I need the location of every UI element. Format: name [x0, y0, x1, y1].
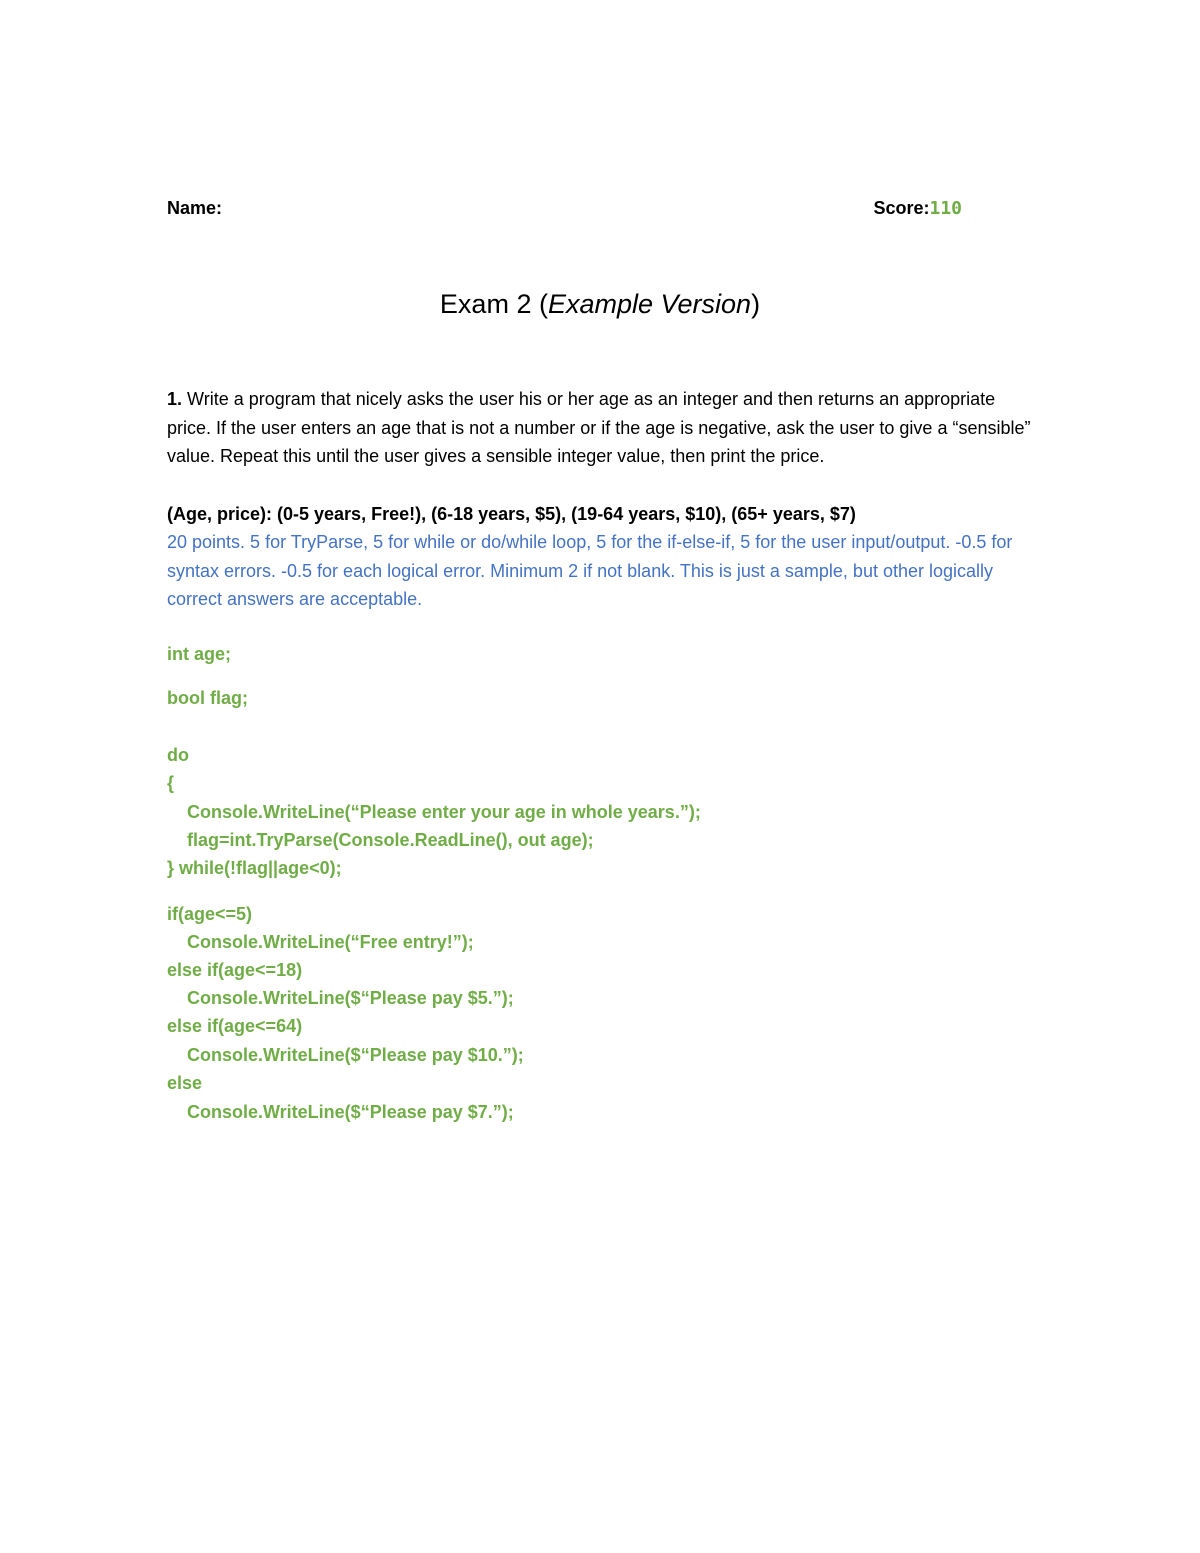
code-line: if(age<=5) — [167, 904, 253, 924]
code-line: else if(age<=64) — [167, 1016, 303, 1036]
header-row — [167, 198, 962, 224]
code-line: do — [167, 745, 189, 765]
score-value: 110 — [929, 198, 962, 219]
code-line: Console.WriteLine($“Please pay $7.”); — [187, 1102, 514, 1122]
question-1 — [167, 385, 1037, 471]
code-line: flag=int.TryParse(Console.ReadLine(), out age); — [187, 830, 594, 850]
page-title — [0, 286, 1200, 322]
code-line: bool flag; — [167, 688, 248, 708]
title-main: Exam 2 — [439, 289, 532, 319]
code-line: else — [167, 1073, 203, 1093]
code-line: else if(age<=18) — [167, 960, 303, 980]
code-line: Console.WriteLine($“Please pay $10.”); — [187, 1045, 524, 1065]
score-block — [873, 198, 962, 219]
title-variant: Example Version — [547, 289, 752, 319]
code-line: Console.WriteLine(“Free entry!”); — [187, 932, 474, 952]
pricing-table-text: (Age, price): (0-5 years, Free!), (6-18 years, $5), (19-64 years, $10), (65+ years, $7) — [167, 504, 856, 524]
question-number: 1. — [167, 389, 183, 409]
name-label: Name: — [167, 198, 223, 218]
question-text: Write a program that nicely asks the user his or her age as an integer and then returns an appropriate price. If the user enters an age that is not a number or if the age is negative, ask the user to give a “sensible” value. Repeat this until the user gives a sensible integer value, then print the price. — [167, 389, 1031, 466]
code-line: Console.WriteLine(“Please enter your age in whole years.”); — [187, 802, 701, 822]
score-label: Score: — [873, 198, 930, 218]
code-line: Console.WriteLine($“Please pay $5.”); — [187, 988, 514, 1008]
code-line: int age; — [167, 644, 232, 664]
title-open-paren: ( — [531, 289, 548, 319]
grading-notes: 20 points. 5 for TryParse, 5 for while or do/while loop, 5 for the if-else-if, 5 for the user input/output. -0.5 for syntax errors. -0.5 for each logical error. Minimum 2 if not blank. This is just a sample, but other logically correct answers are acceptable. — [167, 532, 1013, 609]
title-close-paren: ) — [751, 289, 761, 319]
code-line: { — [167, 773, 175, 793]
code-line: } while(!flag||age<0); — [167, 858, 342, 878]
